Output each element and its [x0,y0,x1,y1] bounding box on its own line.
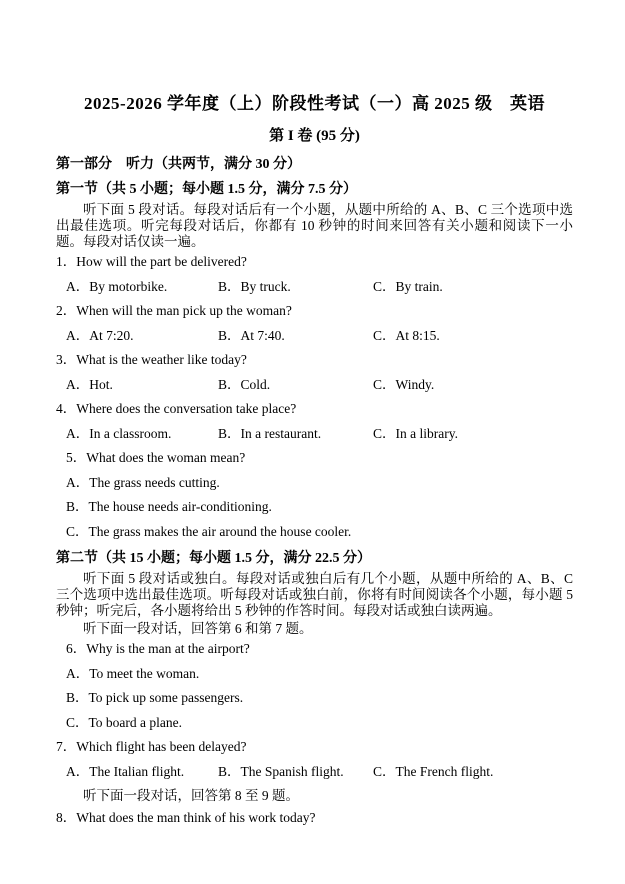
option-c: C．In a library. [373,425,458,441]
options-row [56,760,573,785]
part1-heading: 第一部分 听力（共两节，满分 30 分） [56,157,301,172]
option-c: C．By train. [373,278,443,294]
question-text: 3．What is the weather like today? [56,352,247,367]
option-b: B．In a restaurant. [218,425,322,441]
option-c: C．Windy. [373,376,435,392]
question-text: 6．Why is the man at the airport? [66,641,250,656]
options-row [56,275,573,300]
section1-instructions: 听下面 5 段对话。每段对话后有一个小题，从题中所给的 A、B、C 三个选项中选出最佳选项。听完每段对话后，你都有 10 秒钟的时间来回答有关小题和阅读下一小题。每段对话仅读一遍。 [56,202,573,249]
option-b: B．To pick up some passengers. [66,690,244,705]
question-block-6 [56,637,573,735]
option-c: C．To board a plane. [66,714,183,730]
options-row [56,324,573,349]
section1-heading: 第一节（共 5 小题；每小题 1.5 分，满分 7.5 分） [56,182,357,197]
option-b: B．At 7:40. [218,327,285,343]
option-b: B．The house needs air-conditioning. [66,499,272,514]
option-a: A．To meet the woman. [66,665,200,681]
question-text: 1．How will the part be delivered? [56,254,247,269]
question-block-7 [56,735,573,784]
section2-instructions: 听下面 5 段对话或独白。每段对话或独白后有几个小题，从题中所给的 A、B、C 三个选项中选出最佳选项。听每段对话或独白前，你将有时间阅读各个小题，每小题 5 秒钟；听完后，各小题将给出 5 秒钟的作答时间。每段对话或独白读两遍。 [56,571,573,618]
exam-title: 2025-2026 学年度（上）阶段性考试（一）高 2025 级 英语 [84,94,545,113]
option-a: A．Hot. [66,376,113,392]
question-text: 7．Which flight has been delayed? [56,739,247,754]
options-row [56,422,573,447]
question-block-2 [56,299,573,348]
question-block-3 [56,348,573,397]
volume-heading: 第 I 卷 (95 分) [269,128,360,144]
option-a: A．The Italian flight. [66,763,185,779]
question-text: 2．When will the man pick up the woman? [56,303,292,318]
question-text: 4．Where does the conversation take place? [56,401,297,416]
option-a: A．The grass needs cutting. [66,474,220,490]
option-b: B．The Spanish flight. [218,763,344,779]
question-text: 8．What does the man think of his work today? [56,810,316,825]
cue-questions-8-9: 听下面一段对话，回答第 8 至 9 题。 [83,788,299,803]
cue-questions-6-7: 听下面一段对话，回答第 6 和第 7 题。 [83,621,313,636]
question-block-5 [56,446,573,544]
option-a: A．By motorbike. [66,278,168,294]
option-c: C．At 8:15. [373,327,440,343]
question-block-1 [56,250,573,299]
option-c: C．The grass makes the air around the house cooler. [66,523,352,539]
option-b: B．By truck. [218,278,291,294]
question-block-4 [56,397,573,446]
question-block-8 [56,807,573,829]
option-c: C．The French flight. [373,763,494,779]
option-a: A．At 7:20. [66,327,134,343]
section2-heading: 第二节（共 15 小题；每小题 1.5 分，满分 22.5 分） [56,551,371,566]
option-a: A．In a classroom. [66,425,172,441]
options-row [56,373,573,398]
question-text: 5．What does the woman mean? [66,450,246,465]
option-b: B．Cold. [218,376,271,392]
